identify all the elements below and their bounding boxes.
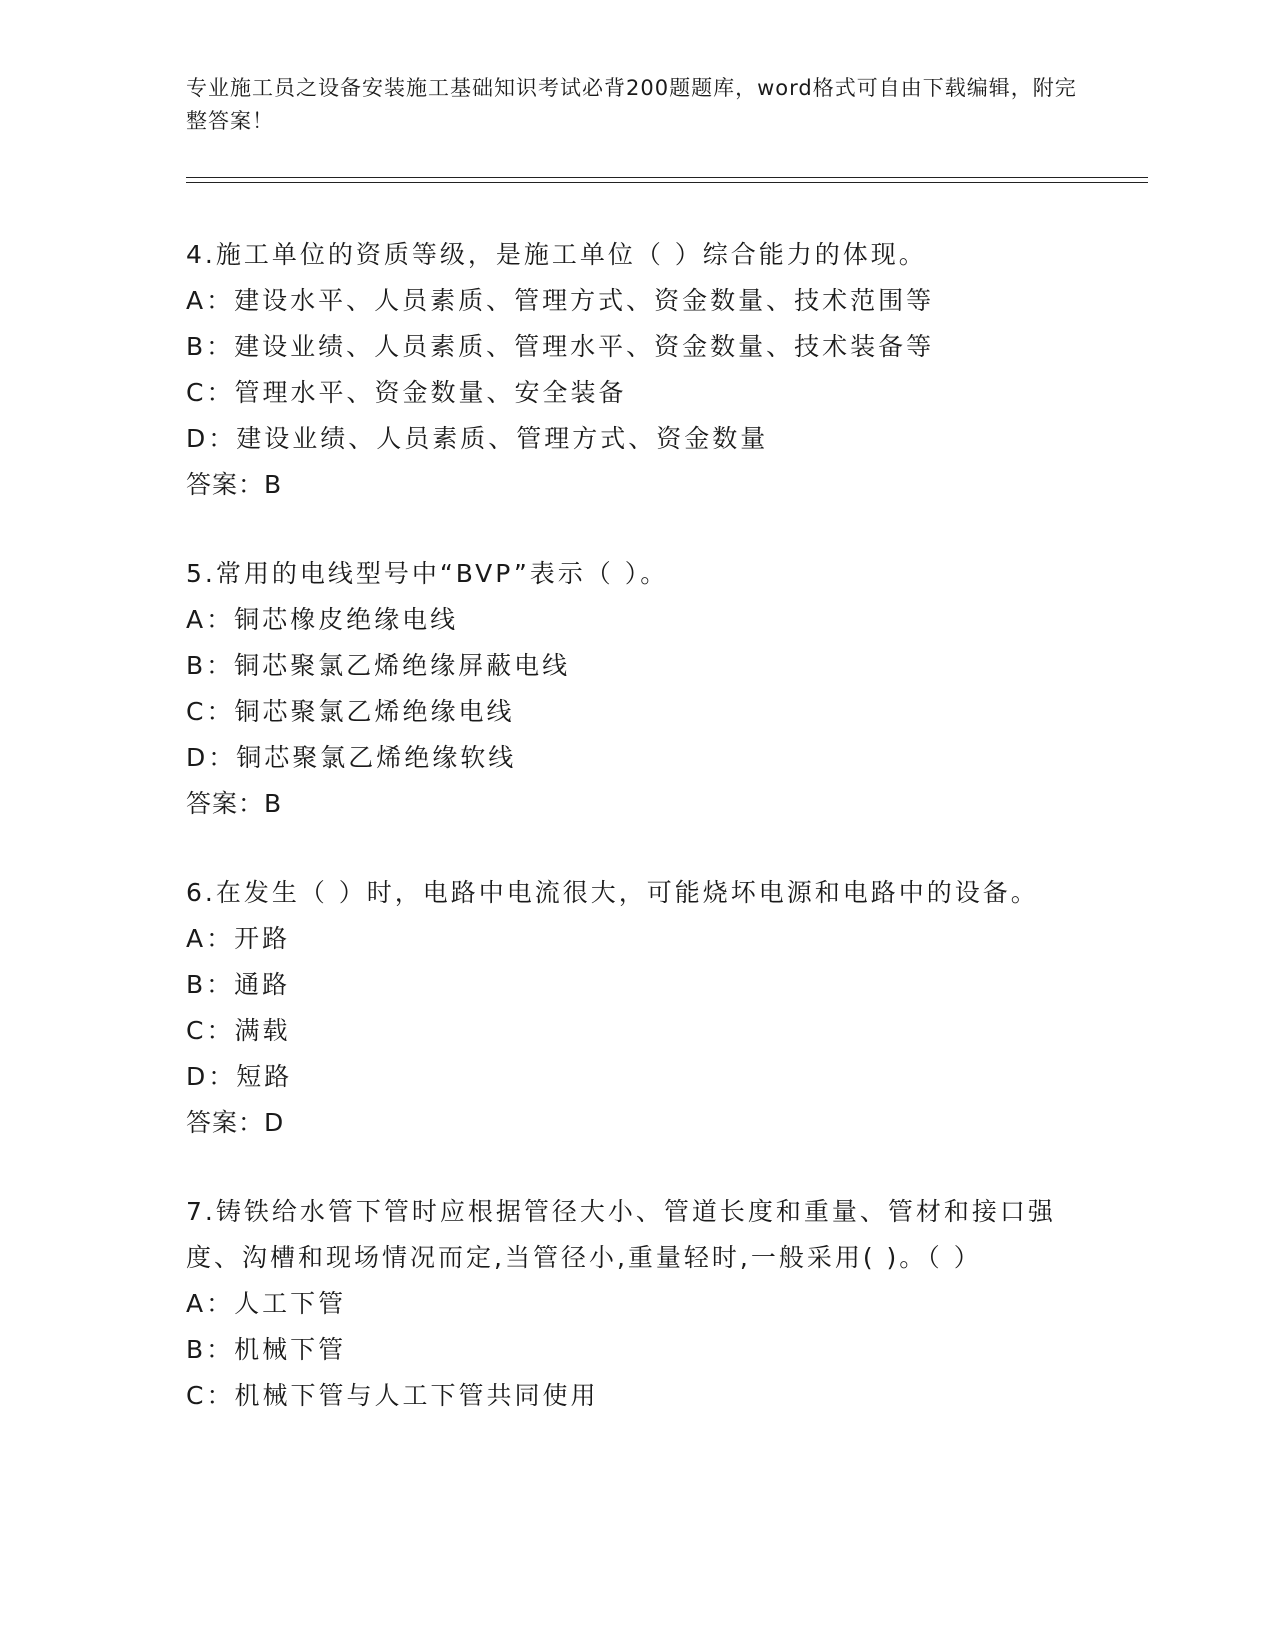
option-d: D：短路 (186, 1062, 293, 1091)
option-a: A：开路 (186, 924, 291, 953)
option-c: C：管理水平、资金数量、安全装备 (186, 378, 627, 407)
answer-label: 答案：B (186, 789, 283, 818)
question-7 (186, 1189, 1086, 1419)
option-d: D：铜芯聚氯乙烯绝缘软线 (186, 743, 517, 772)
option-a: A：建设水平、人员素质、管理方式、资金数量、技术范围等 (186, 286, 935, 315)
option-c: C：机械下管与人工下管共同使用 (186, 1381, 599, 1410)
answer-label: 答案：B (186, 470, 283, 499)
option-d: D：建设业绩、人员素质、管理方式、资金数量 (186, 424, 769, 453)
question-stem: 5.常用的电线型号中“BVP”表示（ ）。 (186, 559, 669, 588)
option-b: B：机械下管 (186, 1335, 347, 1364)
question-stem: 4.施工单位的资质等级，是施工单位（ ）综合能力的体现。 (186, 240, 927, 269)
question-5 (186, 551, 1086, 827)
question-stem: 6.在发生（ ）时，电路中电流很大，可能烧坏电源和电路中的设备。 (186, 878, 1039, 907)
option-c: C：铜芯聚氯乙烯绝缘电线 (186, 697, 515, 726)
document-header: 专业施工员之设备安装施工基础知识考试必背200题题库，word格式可自由下载编辑，附完整答案！ (186, 76, 1077, 133)
option-b: B：建设业绩、人员素质、管理水平、资金数量、技术装备等 (186, 332, 935, 361)
question-6 (186, 870, 1086, 1146)
header-divider-bottom (186, 182, 1148, 183)
question-4 (186, 232, 1086, 508)
answer-label: 答案：D (186, 1108, 285, 1137)
option-a: A：铜芯橡皮绝缘电线 (186, 605, 459, 634)
option-b: B：铜芯聚氯乙烯绝缘屏蔽电线 (186, 651, 571, 680)
question-stem: 7.铸铁给水管下管时应根据管径大小、管道长度和重量、管材和接口强度、沟槽和现场情况而定,当管径小,重量轻时,一般采用( )。（ ） (186, 1197, 1056, 1272)
option-a: A：人工下管 (186, 1289, 347, 1318)
option-c: C：满载 (186, 1016, 291, 1045)
header-divider-top (186, 177, 1148, 178)
option-b: B：通路 (186, 970, 291, 999)
